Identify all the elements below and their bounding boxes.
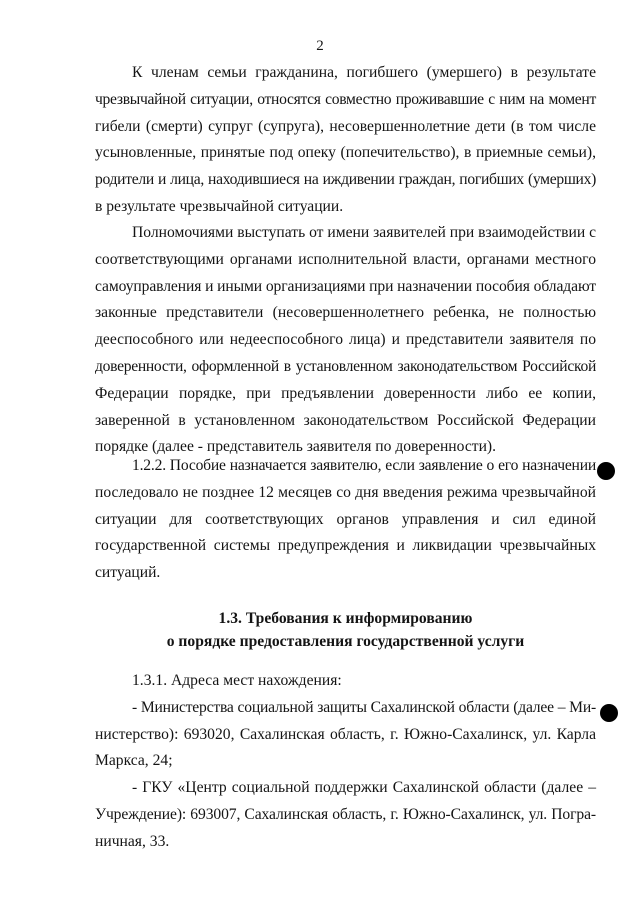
text-line: в результате чрезвычайной ситуации. (95, 197, 344, 215)
text-line: усыновленные, принятые под опеку (попечительство), в приемные семьи), (95, 144, 596, 162)
text-line: нистерство): 693020, Сахалинская область, г. Южно-Сахалинск, ул. Карла (95, 725, 596, 743)
punch-hole-mark (600, 704, 618, 722)
paragraph-representatives (95, 220, 596, 461)
text-line: 1.3.1. Адреса мест нахождения: (132, 672, 342, 689)
section-heading (95, 607, 596, 653)
text-line: - ГКУ «Центр социальной поддержки Сахалинской области (далее – (132, 779, 596, 797)
page-number: 2 (316, 38, 324, 54)
text-line: гибели (смерти) супруг (супруга), несовершеннолетние дети (в том числе (95, 117, 596, 135)
paragraph-family-members (95, 60, 596, 221)
text-line: дееспособного или недееспособного лица) и представители заявителя по (95, 331, 596, 349)
heading-line-2: о порядке предоставления государственной услуги (166, 633, 525, 650)
text-line: ничная, 33. (95, 832, 170, 850)
text-line: чрезвычайной ситуации, относятся совместно проживавшие с ним на момент (95, 90, 596, 108)
punch-hole-mark (597, 462, 615, 480)
text-line: последовало не позднее 12 месяцев со дня введения режима чрезвычайной (95, 483, 596, 501)
text-line: Маркса, 24; (95, 752, 173, 770)
text-line: родители и лица, находившиеся на иждивении граждан, погибших (умерших) (95, 171, 596, 189)
text-line: Федерации порядке, при предъявлении доверенности либо ее копии, (95, 384, 596, 402)
text-line: заверенной в установленном законодательством Российской Федерации (95, 411, 596, 429)
text-line: ситуаций. (95, 564, 161, 582)
text-line: государственной системы предупреждения и ликвидации чрезвычайных (95, 537, 596, 555)
paragraph-addresses (95, 668, 596, 856)
heading-line-1: 1.3. Требования к информированию (218, 610, 473, 627)
text-line: законные представители (несовершеннолетнего ребенка, не полностью (95, 304, 596, 322)
text-line: 1.2.2. Пособие назначается заявителю, если заявление о его назначении (132, 457, 596, 474)
text-line: Полномочиями выступать от имени заявителей при взаимодействии с (132, 224, 596, 241)
text-line: ситуации для соответствующих органов управления и сил единой (95, 510, 596, 528)
text-line: доверенности, оформленной в установленном законодательством Российской (95, 357, 596, 375)
paragraph-benefit-deadline (95, 453, 596, 587)
text-line: - Министерства социальной защиты Сахалинской области (далее – Ми- (132, 698, 596, 716)
text-line: самоуправления и иными организациями при назначении пособия обладают (95, 277, 596, 295)
text-line: соответствующими органами исполнительной власти, органами местного (95, 250, 596, 268)
text-line: К членам семьи гражданина, погибшего (умершего) в результате (132, 64, 596, 81)
text-line: Учреждение): 693007, Сахалинская область, г. Южно-Сахалинск, ул. Погра- (95, 805, 596, 823)
text-line: порядке (далее - представитель заявителя по доверенности). (95, 438, 497, 456)
